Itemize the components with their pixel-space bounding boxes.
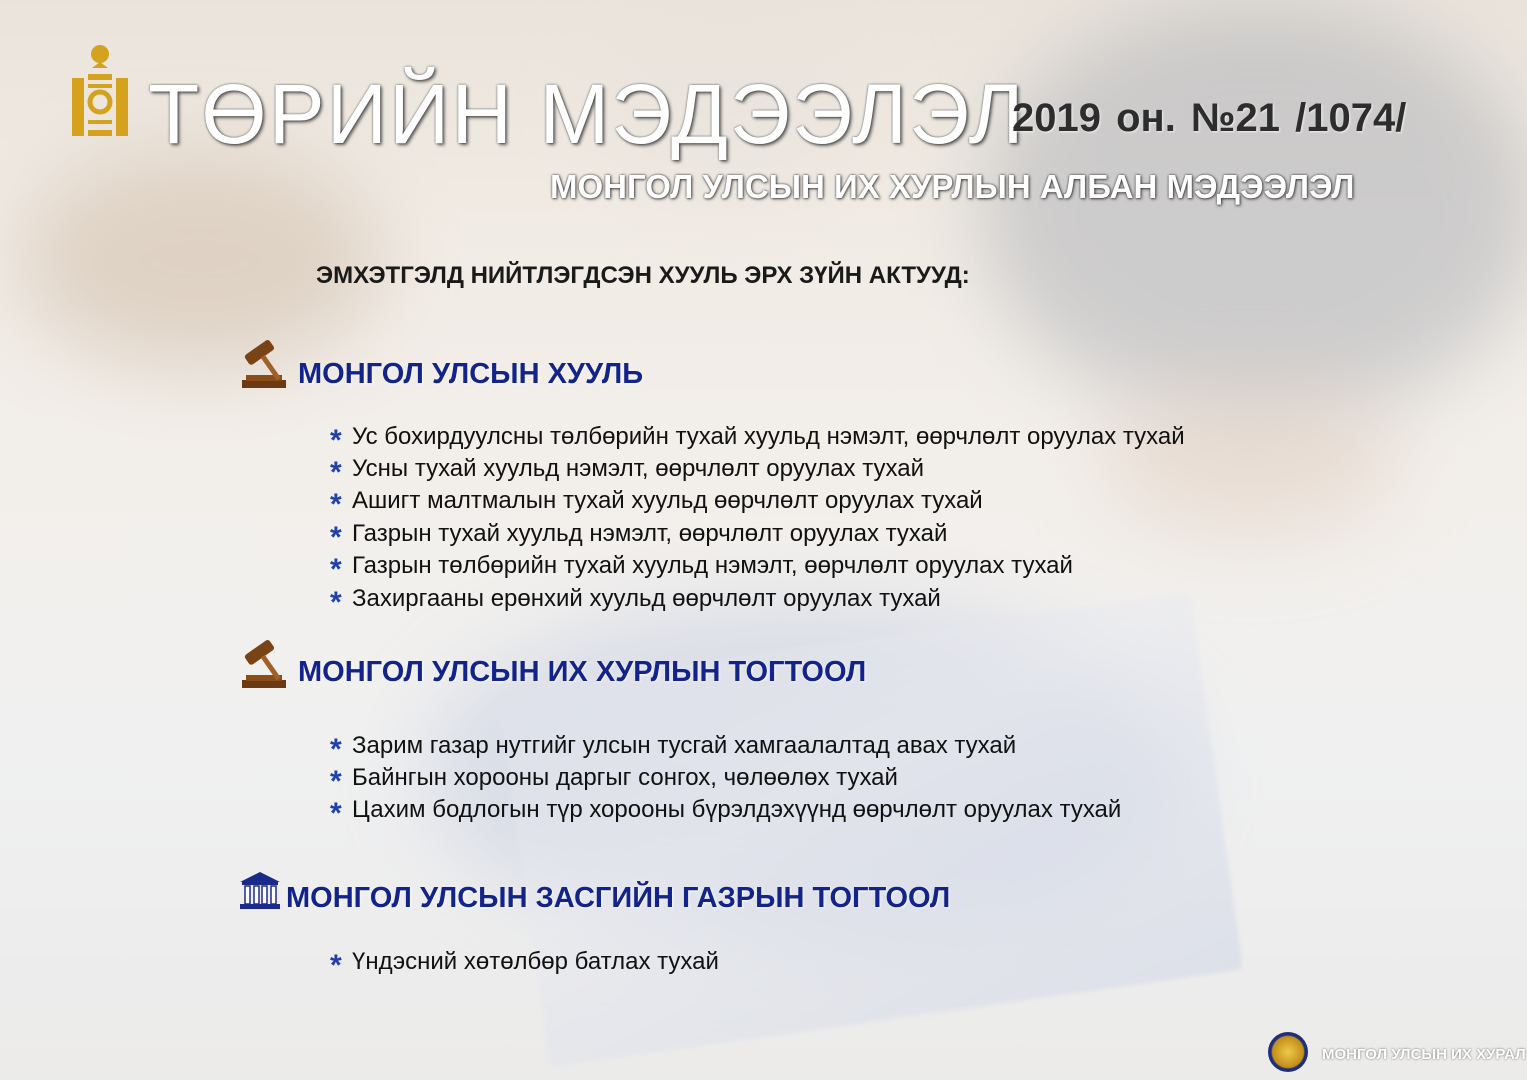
publication-subtitle: МОНГОЛ УЛСЫН ИХ ХУРЛЫН АЛБАН МЭДЭЭЛЭЛ [550,168,1355,205]
issue-number: 2019 он. №21 /1074/ [1012,96,1407,140]
soyombo-emblem-icon [70,40,130,140]
list-item: * Усны тухай хуульд нэмэлт, өөрчлөлт оруулах тухай [330,455,924,489]
list-item: * Үндэсний хөтөлбөр батлах тухай [330,948,719,982]
bullet-star-icon: * [330,488,342,521]
government-building-icon [238,870,282,910]
list-item: * Ашигт малтмалын тухай хуульд өөрчлөлт оруулах тухай [330,487,983,521]
bullet-star-icon: * [330,797,342,830]
gavel-icon [236,330,296,390]
section-title-laws: МОНГОЛ УЛСЫН ХУУЛЬ [298,358,644,390]
bullet-star-icon: * [330,586,342,619]
list-item: * Цахим бодлогын түр хорооны бүрэлдэхүүнд өөрчлөлт оруулах тухай [330,796,1122,830]
bullet-star-icon: * [330,765,342,798]
list-item: * Зарим газар нутгийг улсын тусгай хамгаалалтад авах тухай [330,732,1017,766]
contents-heading: ЭМХЭТГЭЛД НИЙТЛЭГДСЭН ХУУЛЬ ЭРХ ЗҮЙН АКТУУД: [316,262,970,289]
bullet-star-icon: * [330,521,342,554]
gavel-icon [236,630,296,690]
footer-label: МОНГОЛ УЛСЫН ИХ ХУРАЛ [1322,1046,1526,1063]
list-item: * Газрын төлбөрийн тухай хуульд нэмэлт, өөрчлөлт оруулах тухай [330,552,1073,586]
list-item: * Газрын тухай хуульд нэмэлт, өөрчлөлт оруулах тухай [330,520,948,554]
parliament-seal-icon [1268,1032,1308,1072]
bullet-star-icon: * [330,424,342,457]
section-title-government-resolutions: МОНГОЛ УЛСЫН ЗАСГИЙН ГАЗРЫН ТОГТООЛ [286,882,951,914]
bullet-star-icon: * [330,456,342,489]
bullet-star-icon: * [330,949,342,982]
section-title-parliament-resolutions: МОНГОЛ УЛСЫН ИХ ХУРЛЫН ТОГТООЛ [298,656,867,688]
list-item: * Ус бохирдуулсны төлбөрийн тухай хуульд нэмэлт, өөрчлөлт оруулах тухай [330,423,1185,457]
list-item: * Захиргааны ерөнхий хуульд өөрчлөлт оруулах тухай [330,585,941,619]
list-item: * Байнгын хорооны даргыг сонгох, чөлөөлөх тухай [330,764,898,798]
bullet-star-icon: * [330,733,342,766]
publication-title: ТӨРИЙН МЭДЭЭЛЭЛ [148,67,1026,161]
bullet-star-icon: * [330,553,342,586]
